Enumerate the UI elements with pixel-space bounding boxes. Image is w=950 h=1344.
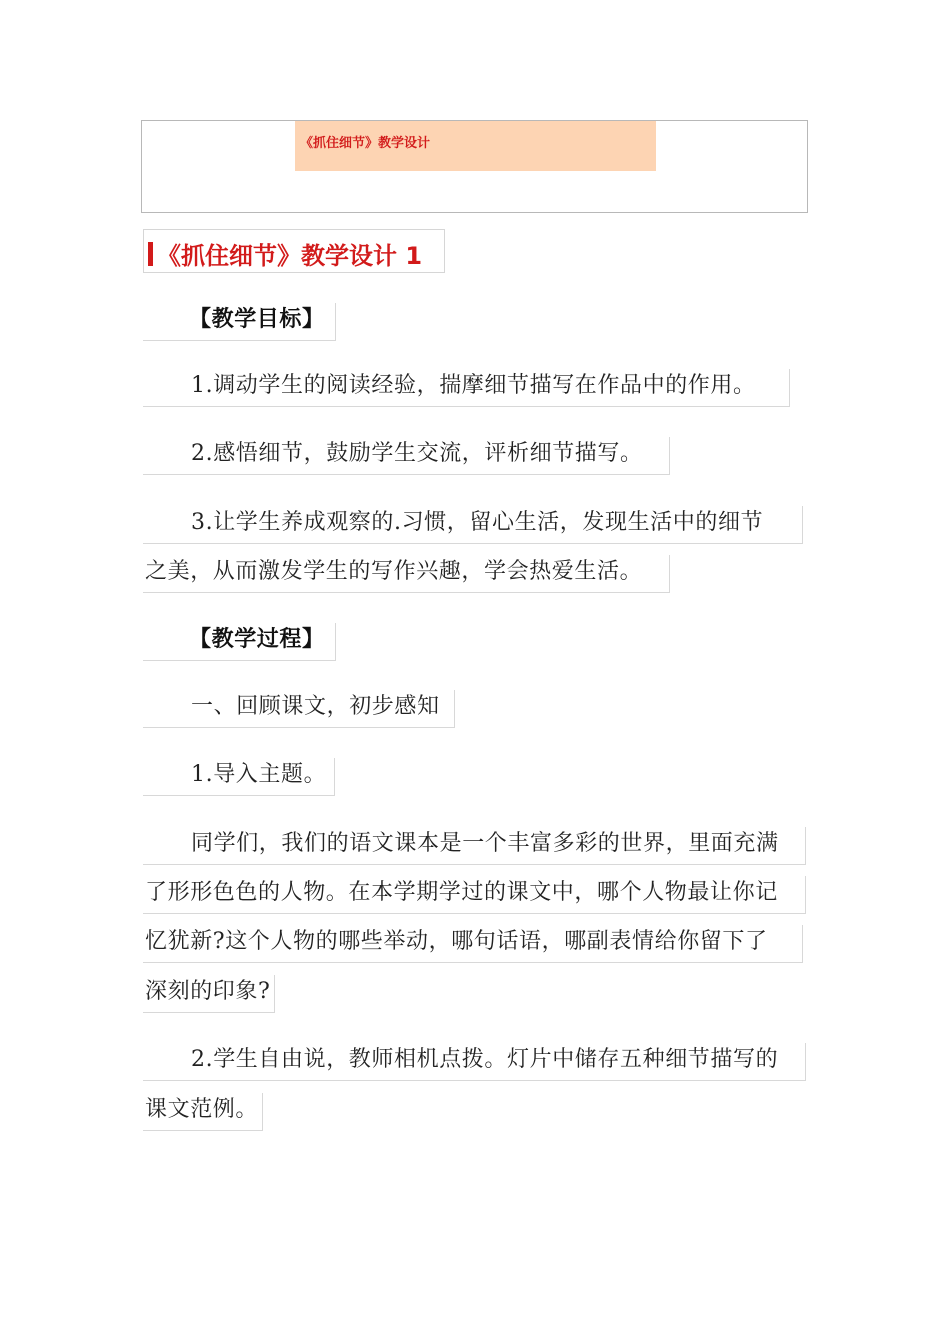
goal-3-line-2 xyxy=(143,555,670,593)
paragraph-1-line-4 xyxy=(143,975,275,1013)
goal-2 xyxy=(143,437,670,475)
goals-heading-text: 【教学目标】 xyxy=(189,307,325,332)
step-1-heading-text: 一、回顾课文，初步感知 xyxy=(191,694,440,719)
goals-heading xyxy=(143,303,336,341)
goal-2-text: 2.感悟细节，鼓励学生交流，评析细节描写。 xyxy=(191,441,643,466)
step-1-item-1-text: 1.导入主题。 xyxy=(191,762,327,787)
paragraph-1-line-3-text: 忆犹新?这个人物的哪些举动，哪句话语，哪副表情给你留下了 xyxy=(145,929,768,954)
step-1-heading xyxy=(143,690,455,728)
paragraph-1-line-2 xyxy=(143,876,806,914)
goal-3-line-1 xyxy=(143,506,803,544)
step-1-item-2-line-1 xyxy=(143,1043,806,1081)
process-heading xyxy=(143,623,336,661)
document-title-block xyxy=(143,229,445,273)
paragraph-1-line-1 xyxy=(143,827,806,865)
paragraph-1-line-1-text: 同学们，我们的语文课本是一个丰富多彩的世界，里面充满 xyxy=(191,831,779,856)
step-1-item-2-line-2-text: 课文范例。 xyxy=(145,1097,259,1122)
goal-3-line-2-text: 之美，从而激发学生的写作兴趣，学会热爱生活。 xyxy=(145,559,643,584)
paragraph-1-line-3 xyxy=(143,925,803,963)
header-title: 《抓住细节》教学设计 xyxy=(300,136,431,151)
goal-3-line-1-text: 3.让学生养成观察的.习惯，留心生活，发现生活中的细节 xyxy=(191,510,764,535)
paragraph-1-line-4-text: 深刻的印象? xyxy=(145,979,271,1004)
document-title: 《抓住细节》教学设计 1 xyxy=(157,242,423,270)
goal-1 xyxy=(143,369,790,407)
goal-1-text: 1.调动学生的阅读经验，揣摩细节描写在作品中的作用。 xyxy=(191,373,756,398)
step-1-item-2-line-1-text: 2.学生自由说，教师相机点拨。灯片中储存五种细节描写的 xyxy=(191,1047,779,1072)
step-1-item-1 xyxy=(143,758,335,796)
header-box xyxy=(141,120,808,213)
paragraph-1-line-2-text: 了形形色色的人物。在本学期学过的课文中，哪个人物最让你记 xyxy=(145,880,778,905)
step-1-item-2-line-2 xyxy=(143,1093,263,1131)
title-marker xyxy=(148,242,153,266)
process-heading-text: 【教学过程】 xyxy=(189,627,325,652)
